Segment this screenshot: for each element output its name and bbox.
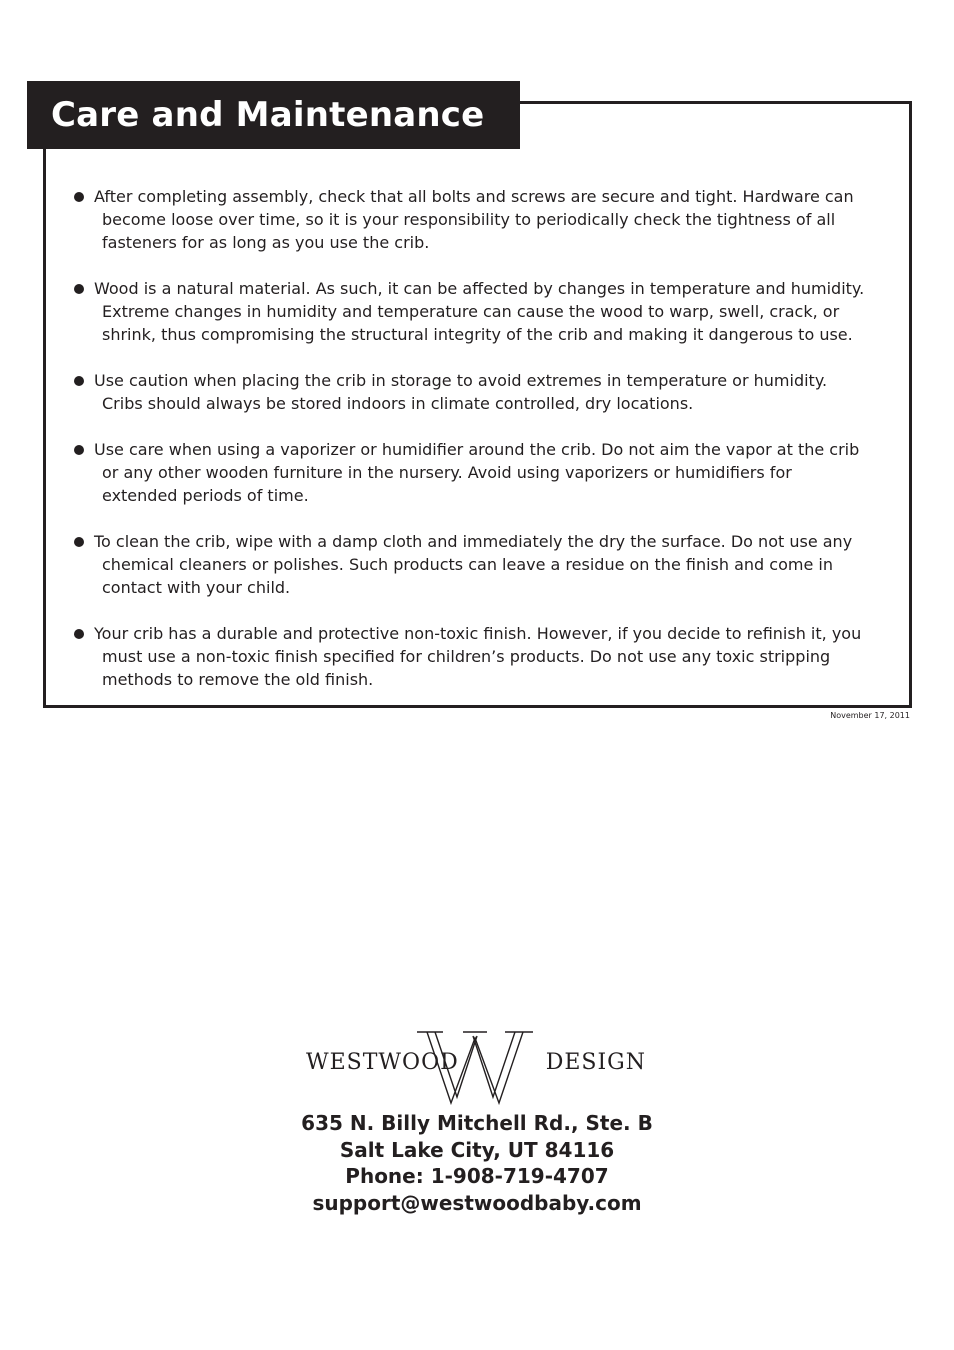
address-line-2: Salt Lake City, UT 84116 [339, 1137, 615, 1162]
bullet-icon [74, 192, 84, 202]
westwood-design-logo [300, 1028, 654, 1108]
document-date: November 17, 2011 [830, 711, 910, 720]
brand-word-right: DESIGN [545, 1050, 646, 1075]
support-email: support@westwoodbaby.com [312, 1190, 642, 1215]
care-item-text: After completing assembly, check that all bolts and screws are secure and tight. Hardware can become loose over time, so it is your responsibility to periodically check the tightness of all fasteners for as long as you use the crib. [94, 187, 854, 252]
care-item-text: Use caution when placing the crib in storage to avoid extremes in temperature or humidity. Cribs should always be stored indoors in climate controlled, dry locations. [94, 371, 828, 413]
bullet-icon [74, 537, 84, 547]
section-title: Care and Maintenance [51, 95, 485, 135]
care-item [72, 530, 872, 599]
care-item [72, 185, 872, 254]
bullet-icon [74, 629, 84, 639]
care-item [72, 622, 872, 691]
address-line-1: 635 N. Billy Mitchell Rd., Ste. B [301, 1111, 653, 1135]
care-item [72, 369, 872, 415]
care-item-text: Your crib has a durable and protective non-toxic finish. However, if you decide to refinish it, you must use a non-toxic finish specified for children’s products. Do not use any toxic stripping methods to remove the old finish. [94, 624, 862, 689]
section-title-bar [27, 81, 520, 149]
care-item-text: Wood is a natural material. As such, it can be affected by changes in temperature and humidity. Extreme changes in humidity and temperature can cause the wood to warp, swell, crack, or shrink, thus compromising the structural integrity of the crib and making it dangerous to use. [94, 279, 865, 344]
bullet-icon [74, 284, 84, 294]
phone-number: Phone: 1-908-719-4707 [345, 1164, 609, 1188]
care-item [72, 438, 872, 507]
bullet-icon [74, 445, 84, 455]
care-instructions-list [72, 185, 872, 714]
bullet-icon [74, 376, 84, 386]
care-item-text: To clean the crib, wipe with a damp cloth and immediately the dry the surface. Do not use any chemical cleaners or polishes. Such products can leave a residue on the finish and come in contact with your child. [94, 532, 853, 597]
brand-wordmark [300, 1052, 654, 1074]
contact-block [0, 1110, 954, 1216]
care-item [72, 277, 872, 346]
care-item-text: Use care when using a vaporizer or humidifier around the crib. Do not aim the vapor at the crib or any other wooden furniture in the nursery. Avoid using vaporizers or humidifiers for extended periods of time. [94, 440, 860, 505]
brand-word-left: WESTWOOD [306, 1050, 459, 1075]
